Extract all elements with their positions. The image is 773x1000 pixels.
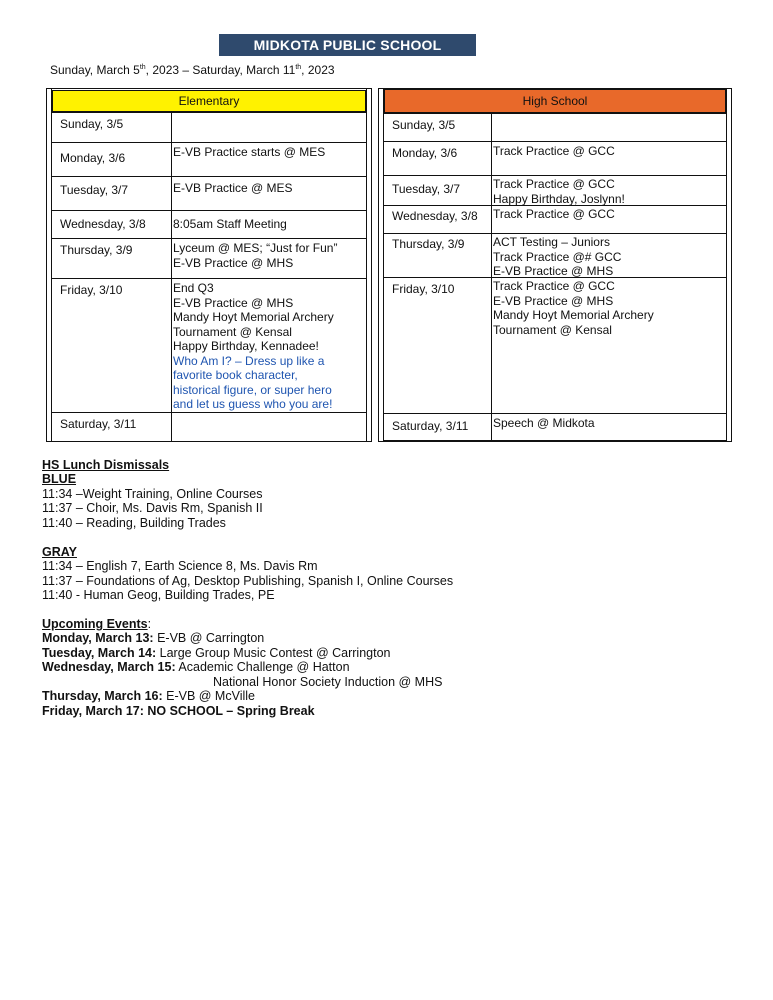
events-cell — [492, 176, 726, 205]
events-cell — [172, 177, 366, 210]
table-row — [52, 412, 366, 442]
events-cell — [172, 413, 366, 441]
table-row — [384, 413, 726, 441]
day-label: Monday, 3/6 — [384, 142, 492, 175]
events-cell — [492, 206, 726, 233]
event-text: Happy Birthday, Kennadee! — [173, 339, 319, 353]
events-cell — [492, 142, 726, 175]
upcoming-item: National Honor Society Induction @ MHS — [213, 675, 443, 689]
event-text: E-VB Practice @ MHS — [173, 255, 294, 270]
upcoming-item: Wednesday, March 15: Academic Challenge @ Hatton — [42, 660, 350, 674]
day-label: Sunday, 3/5 — [52, 113, 172, 142]
table-row — [52, 238, 366, 278]
event-text: Tournament @ Kensal — [173, 324, 292, 339]
events-cell — [492, 114, 726, 141]
event-text: Tournament @ Kensal — [493, 322, 612, 337]
events-cell — [172, 239, 366, 278]
upcoming-item: Tuesday, March 14: Large Group Music Contest @ Carrington — [42, 646, 391, 660]
event-text: ACT Testing – Juniors — [493, 235, 610, 249]
day-label: Saturday, 3/11 — [52, 413, 172, 441]
event-text: E-VB Practice @ MHS — [173, 295, 294, 310]
table-row — [52, 142, 366, 176]
table-row — [52, 112, 366, 142]
event-text: Track Practice @ GCC — [493, 207, 615, 221]
day-label: Sunday, 3/5 — [384, 114, 492, 141]
events-cell — [492, 278, 726, 413]
events-cell — [172, 113, 366, 142]
events-cell — [492, 414, 726, 440]
gray-label: GRAY — [42, 545, 77, 559]
day-label: Friday, 3/10 — [384, 278, 492, 413]
upcoming-item: Monday, March 13: E-VB @ Carrington — [42, 631, 265, 645]
table-row — [384, 277, 726, 413]
event-text: Track Practice @# GCC — [493, 249, 622, 264]
table-row — [52, 176, 366, 210]
event-text: E-VB Practice @ MHS — [493, 264, 614, 278]
event-text: E-VB Practice @ MHS — [493, 293, 614, 308]
day-label: Saturday, 3/11 — [384, 414, 492, 440]
event-text: Lyceum @ MES; “Just for Fun” — [173, 241, 338, 255]
elementary-table — [46, 88, 372, 442]
event-text: 8:05am Staff Meeting — [173, 217, 287, 231]
table-row — [384, 233, 726, 277]
events-cell — [172, 211, 366, 238]
table-row — [384, 205, 726, 233]
day-label: Wednesday, 3/8 — [384, 206, 492, 233]
day-label: Tuesday, 3/7 — [52, 177, 172, 210]
event-text-blue: and let us guess who you are! — [173, 397, 333, 411]
event-text: End Q3 — [173, 281, 214, 295]
event-text: Mandy Hoyt Memorial Archery — [493, 308, 654, 322]
events-cell — [172, 279, 366, 412]
day-label: Friday, 3/10 — [52, 279, 172, 412]
table-row — [384, 141, 726, 175]
table-row — [384, 175, 726, 205]
upcoming-item: Thursday, March 16: E-VB @ McVille — [42, 689, 255, 703]
blue-label: BLUE — [42, 472, 77, 486]
event-text: E-VB Practice starts @ MES — [173, 145, 326, 159]
lunch-line: 11:34 – English 7, Earth Science 8, Ms. Davis Rm — [42, 559, 318, 573]
lunch-line: 11:40 – Reading, Building Trades — [42, 516, 226, 530]
event-text: Speech @ Midkota — [493, 416, 595, 430]
lunch-line: 11:40 - Human Geog, Building Trades, PE — [42, 588, 275, 602]
event-text-blue: historical figure, or super hero — [173, 382, 332, 397]
event-text: Track Practice @ GCC — [493, 279, 615, 293]
day-label: Monday, 3/6 — [52, 143, 172, 176]
lunch-line: 11:34 –Weight Training, Online Courses — [42, 487, 263, 501]
day-label: Thursday, 3/9 — [384, 234, 492, 277]
lunch-line: 11:37 – Choir, Ms. Davis Rm, Spanish II — [42, 501, 263, 515]
table-row — [52, 278, 366, 412]
event-text-blue: Who Am I? – Dress up like a — [173, 353, 325, 368]
elementary-header: Elementary — [52, 90, 366, 112]
table-row — [384, 113, 726, 141]
table-row — [52, 210, 366, 238]
events-cell — [492, 234, 726, 277]
lunch-line: 11:37 – Foundations of Ag, Desktop Publishing, Spanish I, Online Courses — [42, 574, 454, 588]
high-school-header: High School — [384, 89, 726, 113]
day-label: Tuesday, 3/7 — [384, 176, 492, 205]
day-label: Thursday, 3/9 — [52, 239, 172, 278]
event-text: E-VB Practice @ MES — [173, 181, 293, 195]
event-text: Track Practice @ GCC — [493, 177, 615, 191]
day-label: Wednesday, 3/8 — [52, 211, 172, 238]
upcoming-heading: Upcoming Events: — [42, 617, 152, 631]
page-title: MIDKOTA PUBLIC SCHOOL — [219, 34, 476, 56]
lunch-heading: HS Lunch Dismissals — [42, 458, 170, 472]
event-text: Track Practice @ GCC — [493, 144, 615, 158]
events-cell — [172, 143, 366, 176]
date-range: Sunday, March 5th, 2023 – Saturday, March 11th, 2023 — [50, 63, 335, 77]
upcoming-item: Friday, March 17: NO SCHOOL – Spring Break — [42, 704, 315, 718]
event-text: Happy Birthday, Joslynn! — [493, 191, 625, 206]
event-text: Mandy Hoyt Memorial Archery — [173, 310, 334, 324]
event-text-blue: favorite book character, — [173, 368, 298, 382]
high-school-table — [378, 88, 732, 442]
